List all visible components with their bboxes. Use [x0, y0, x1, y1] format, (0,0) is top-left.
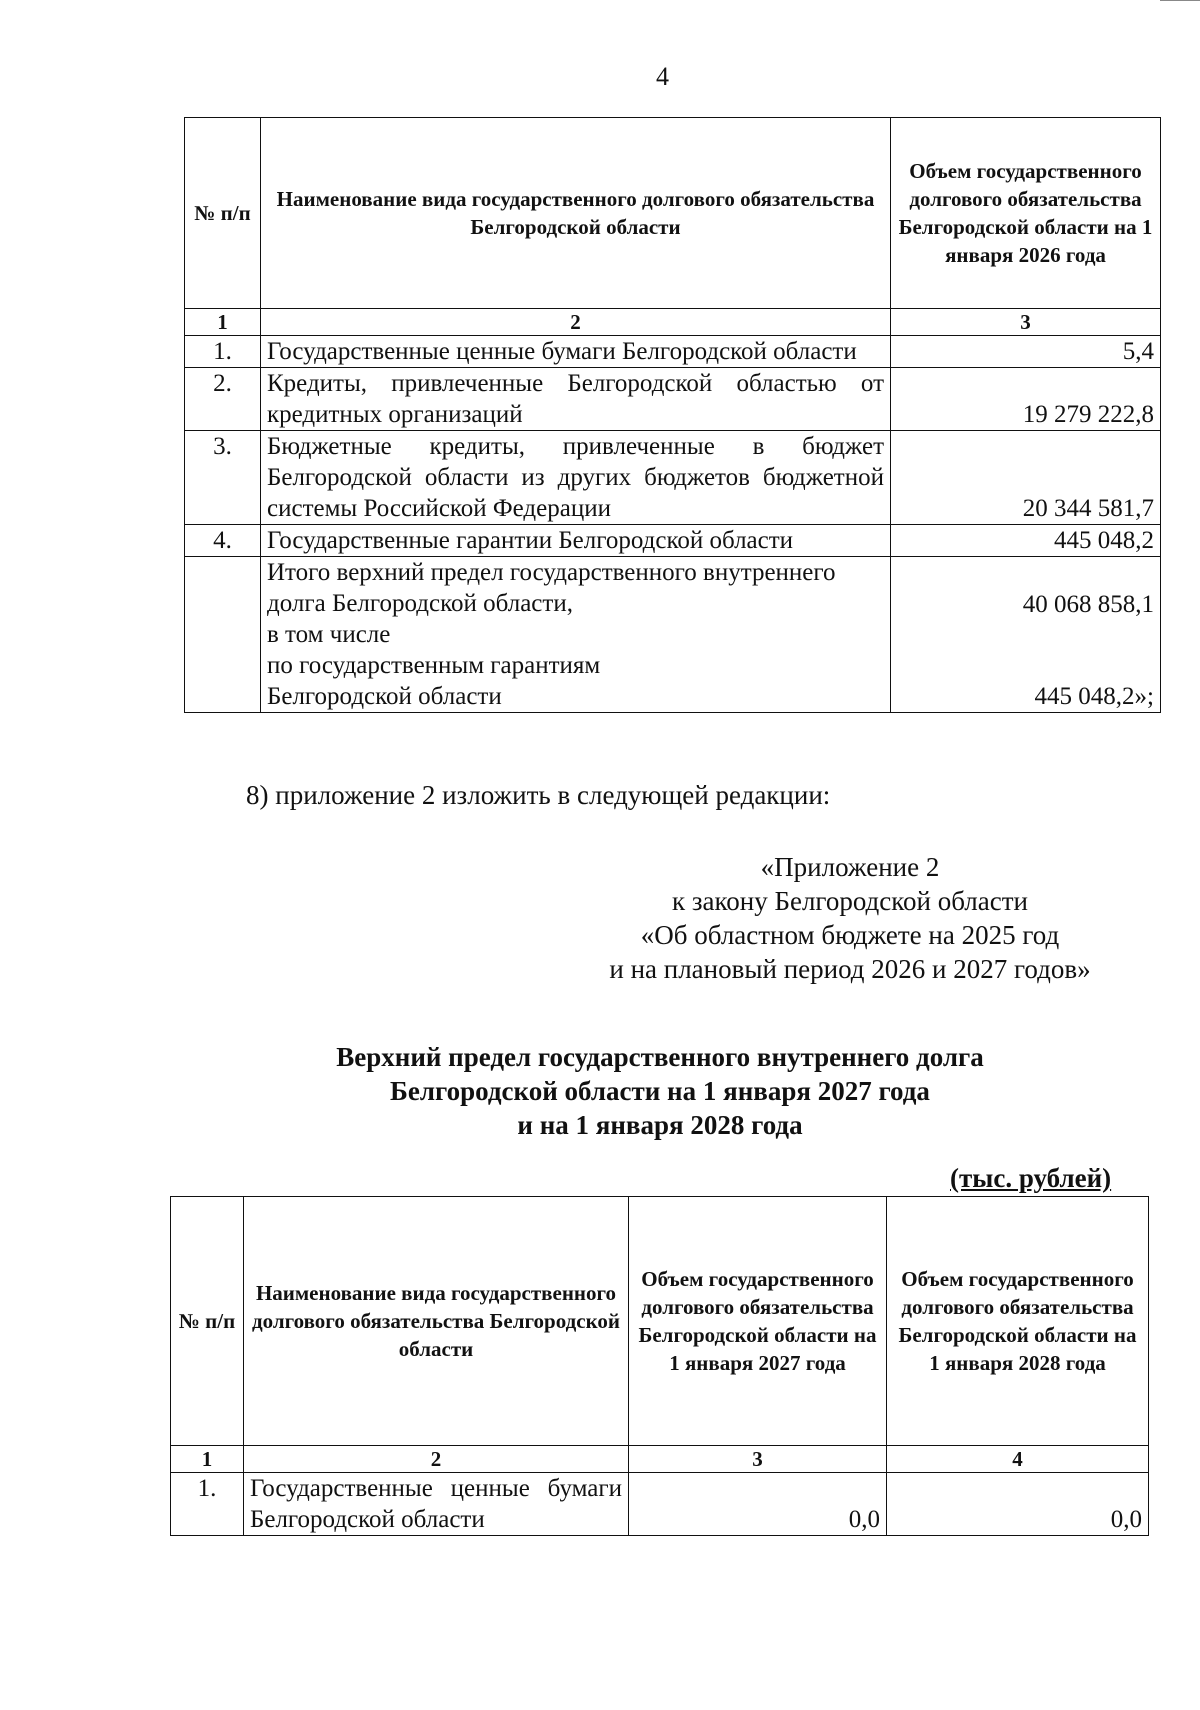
row-number: 2.: [185, 368, 261, 431]
total-label: [261, 557, 891, 713]
header-volume-2028: Объем государственного долгового обязательства Белгородской области на 1 января 2028 года: [887, 1197, 1149, 1446]
col-number: 2: [244, 1446, 629, 1473]
total-line: Белгородской области: [267, 683, 502, 710]
col-number: 4: [887, 1446, 1149, 1473]
row-value-2027: 0,0: [629, 1473, 887, 1536]
header-name: Наименование вида государственного долгового обязательства Белгородской области: [244, 1197, 629, 1446]
total-value: 40 068 858,1: [1022, 591, 1154, 618]
row-name: Государственные гарантии Белгородской области: [261, 525, 891, 557]
scan-edge-mark: [1160, 0, 1200, 1]
total-row: [185, 557, 1161, 713]
col-number: 2: [261, 309, 891, 336]
header-name: Наименование вида государственного долгового обязательства Белгородской области: [261, 118, 891, 309]
row-name: Государственные ценные бумаги Белгородской области: [261, 336, 891, 368]
header-number: № п/п: [185, 118, 261, 309]
title-line: и на 1 января 2028 года: [517, 1110, 803, 1140]
row-value: 5,4: [891, 336, 1161, 368]
title-line: Белгородской области на 1 января 2027 года: [390, 1076, 930, 1106]
row-value: 19 279 222,8: [891, 368, 1161, 431]
header-volume-2027: Объем государственного долгового обязательства Белгородской области на 1 января 2027 года: [629, 1197, 887, 1446]
col-number: 1: [171, 1446, 244, 1473]
table-header-row: [171, 1197, 1149, 1446]
col-number: 3: [891, 309, 1161, 336]
page-number: 4: [656, 62, 669, 91]
appendix-line: «Приложение 2: [760, 852, 940, 882]
header-volume-2026: Объем государственного долгового обязательства Белгородской области на 1 января 2026 года: [891, 118, 1161, 309]
table-row: [185, 336, 1161, 368]
total-guarantees-value: 445 048,2»;: [1034, 683, 1154, 710]
appendix-line: «Об областном бюджете на 2025 год: [640, 920, 1060, 950]
row-name: Государственные ценные бумаги Белгородской области: [244, 1473, 629, 1536]
debt-table-2026: [184, 117, 1161, 713]
table-header-row: [185, 118, 1161, 309]
table-row: [185, 431, 1161, 525]
debt-table-2027-2028: [170, 1196, 1149, 1536]
appendix-heading: [555, 850, 1145, 986]
row-name: Бюджетные кредиты, привлеченные в бюджет Белгородской области из других бюджетов бюджетной системы Российской Федерации: [261, 431, 891, 525]
row-number: 1.: [185, 336, 261, 368]
row-number: 1.: [171, 1473, 244, 1536]
total-values: [891, 557, 1161, 713]
amendment-item-8: 8) приложение 2 изложить в следующей редакции:: [246, 780, 831, 810]
column-numbers-row: [185, 309, 1161, 336]
row-number: 3.: [185, 431, 261, 525]
table-row: [185, 368, 1161, 431]
header-number: № п/п: [171, 1197, 244, 1446]
document-title: [160, 1040, 1160, 1142]
row-number: 4.: [185, 525, 261, 557]
row-name: Кредиты, привлеченные Белгородской областью от кредитных организаций: [261, 368, 891, 431]
row-value: 445 048,2: [891, 525, 1161, 557]
title-line: Верхний предел государственного внутреннего долга: [336, 1042, 984, 1072]
row-value-2028: 0,0: [887, 1473, 1149, 1536]
column-numbers-row: [171, 1446, 1149, 1473]
table-row: [171, 1473, 1149, 1536]
total-line: в том числе: [267, 621, 391, 648]
total-number-cell: [185, 557, 261, 713]
col-number: 1: [185, 309, 261, 336]
appendix-line: к закону Белгородской области: [672, 886, 1028, 916]
row-value: 20 344 581,7: [891, 431, 1161, 525]
total-line: по государственным гарантиям: [267, 652, 601, 679]
units-label: (тыс. рублей): [950, 1163, 1112, 1193]
table-row: [185, 525, 1161, 557]
total-line: Итого верхний предел государственного внутреннего долга Белгородской области,: [267, 559, 836, 617]
col-number: 3: [629, 1446, 887, 1473]
appendix-line: и на плановый период 2026 и 2027 годов»: [609, 954, 1091, 984]
